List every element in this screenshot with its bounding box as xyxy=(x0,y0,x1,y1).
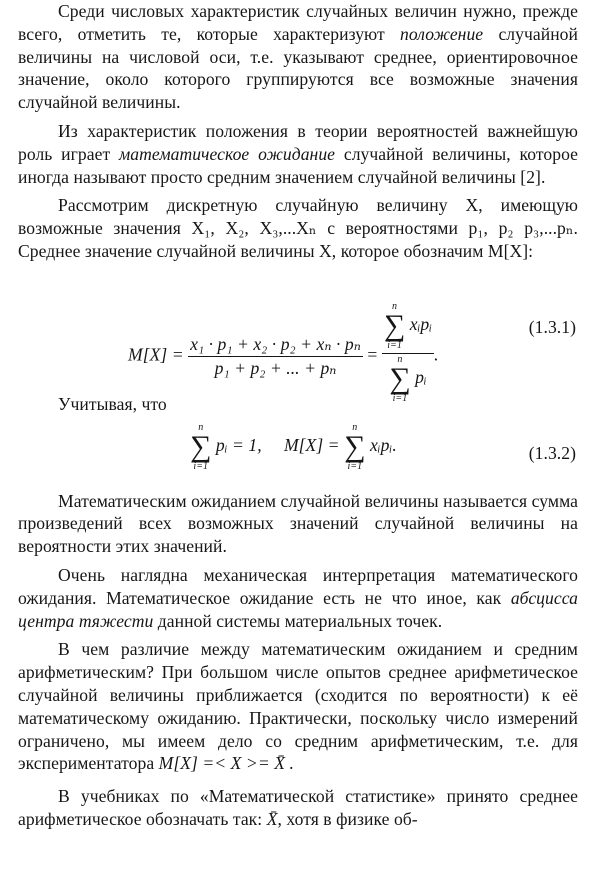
emphasis-expectation: математическое ожидание xyxy=(119,143,336,164)
sum-symbol: n ∑ i=1 xyxy=(190,421,212,472)
document-page xyxy=(18,0,578,831)
equation-number: (1.3.2) xyxy=(528,442,576,463)
sum-symbol: n ∑ i=1 xyxy=(344,421,366,472)
eq1-sum-fraction: n ∑ i=1 xᵢpᵢ n ∑ i=1 pᵢ xyxy=(383,300,433,404)
paragraph-8: В учебниках по «Математической статистике» принято среднее арифметическое обозначать так: X̄, хотя в физике об- xyxy=(18,786,578,829)
equation-number: (1.3.1) xyxy=(528,316,576,337)
equation-1-3-1: M[X] = $\frac{\text{x₁ · p₁ + x₂ · p₂ + xₙ · pₙ}}{\text{p₁ + p₂ + ... + pₙ}}$ = n ∑ i=1 xᵢpᵢ n ∑ i=1 pᵢ . (1.3.1) xyxy=(128,300,576,404)
paragraph-7: В чем различие между математическим ожиданием и средним арифметическим? При большом числе опытов среднее арифметическое случайной величины приближается (сходится по вероятности) к её математическому ожиданию. Практически, поскольку число измерений ограничено, мы имеем дело со средним арифметическим, т.е. для экспериментатора M[X] =< X >= X̄ . xyxy=(18,639,578,774)
sum-symbol: n ∑ i=1 xyxy=(383,300,406,351)
paragraph-3: Рассмотрим дискретную случайную величину X, имеющую возможные значения X₁, X₂, X₃,...Xₙ с вероятностями p₁, p₂ p₃,...pₙ. Среднее значение случайной величины X, которое обозначим M[X]: xyxy=(18,195,578,261)
equation-1-3-2: n ∑ i=1 pᵢ = 1, M[X] = n ∑ i=1 xᵢpᵢ. (1.3.2) xyxy=(190,421,576,472)
eq1-left: M[X] = xyxy=(128,344,184,365)
paragraph-1: Среди числовых характеристик случайных величин нужно, прежде всего, отметить те, которые характеризуют положение случайной величины на числовой оси, т.е. указывают среднее, ориентировочное значение, около которого группируются все возможные значения случайной величины. xyxy=(18,1,578,113)
emphasis-center-of-mass: абсцисса центра тяжести xyxy=(18,587,578,631)
paragraph-5: Математическим ожиданием случайной величины называется сумма произведений всех возможных значений случайной величины на вероятности этих значений. xyxy=(18,490,578,557)
sum-symbol: n ∑ i=1 xyxy=(389,353,411,404)
mean-symbol: X̄ xyxy=(266,808,278,829)
eq1-fraction: $\frac{\text{x₁ · p₁ + x₂ · p₂ + xₙ · pₙ}}{\text{p₁ + p₂ + ... + pₙ}}$ xyxy=(190,333,361,378)
paragraph-4: Учитывая, что xyxy=(58,393,167,414)
mean-formula: M[X] =< X >= X̄ . xyxy=(158,753,294,774)
emphasis-position: положение xyxy=(400,23,484,44)
paragraph-6: Очень наглядна механическая интерпретация математического ожидания. Математическое ожидание есть не что иное, как абсцисса центра тяжести данной системы материальных точек. xyxy=(18,564,578,631)
paragraph-2: Из характеристик положения в теории вероятностей важнейшую роль играет математическое ожидание случайной величины, которое иногда называют просто средним значением случайной величины [2]. xyxy=(18,120,578,187)
